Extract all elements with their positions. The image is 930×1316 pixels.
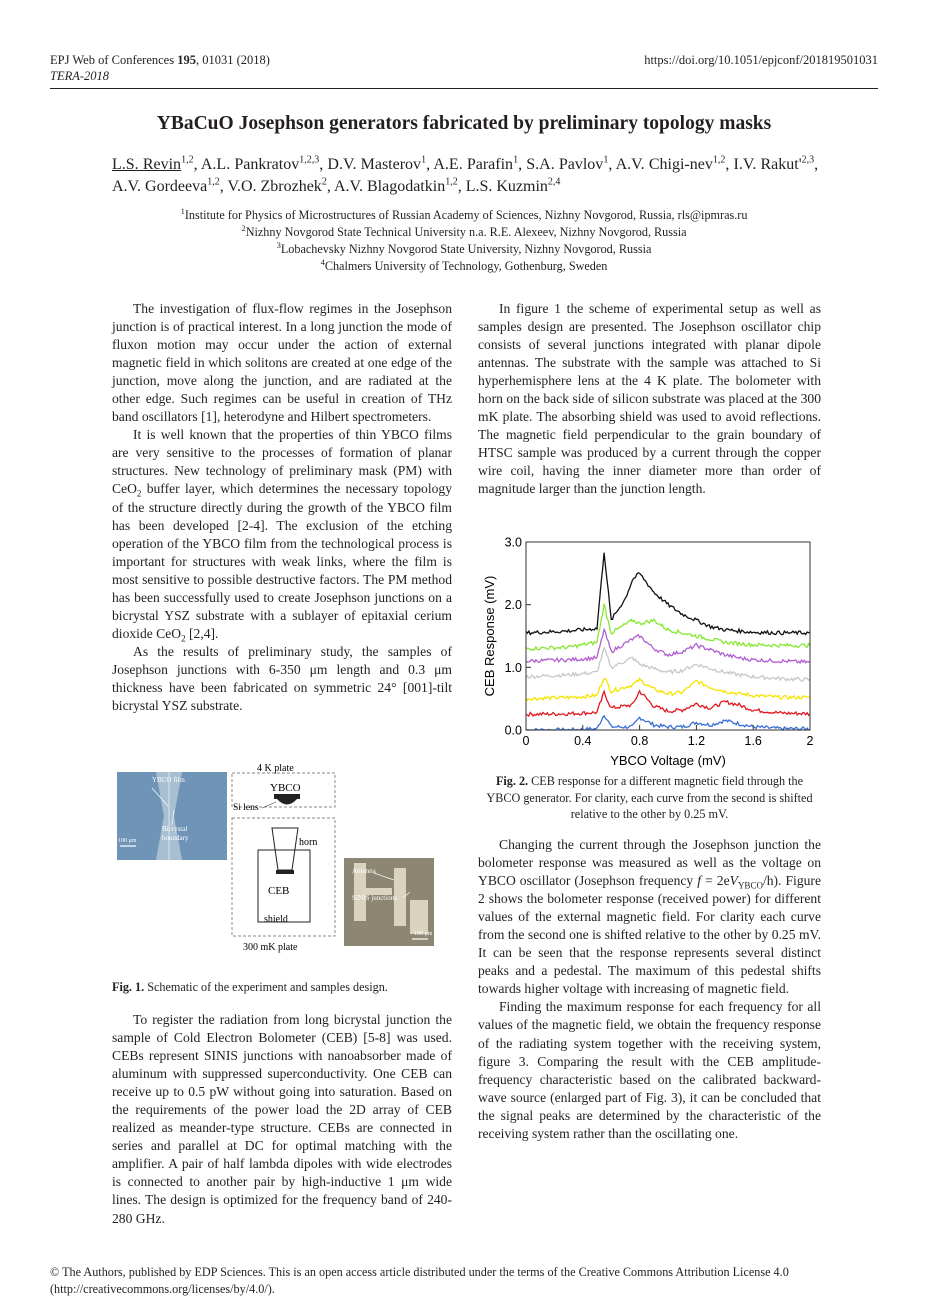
label-boundary: boundary <box>162 834 189 842</box>
author-affil: 1 <box>421 154 427 166</box>
ybco-micrograph <box>117 772 227 860</box>
author-affil: 2,4 <box>547 176 561 188</box>
author-affil: 1,2 <box>712 154 726 166</box>
license-footer <box>50 1264 878 1297</box>
author-affil: 1,2 <box>445 176 458 188</box>
journal-volume: 195 <box>177 53 196 67</box>
paragraph: Finding the maximum response for each frequency for all values of the magnetic field, we obtain the frequency response of the radiating system together with the receiving system, figure 3. Comparing the result with the CEB amplitude-frequency characteristic based on the calibrated backward-wave source (enlarged part of Fig. 3), it can be concluded that the signal peaks are determined by the characteristic of the receiving system rather than the oscillating one. <box>478 999 821 1141</box>
author-affil: 1,2,3 <box>299 154 320 166</box>
series-line <box>526 604 810 650</box>
affiliation: $^1$Institute for Physics of Microstructures of Russian Academy of Sciences, Nizhny Novgorod, Russia, rls@ipmras.ru <box>180 205 748 222</box>
antenna-micrograph <box>344 858 434 946</box>
x-tick-label: 0.8 <box>630 734 649 748</box>
paragraph: In figure 1 the scheme of experimental setup as well as samples design are presented. The Josephson oscillator chip consists of several junctions integrated with planar dipole antennas. The substrate with the sample was attached to Si hyperhemisphere lens at the 4 K plate. The bolometer with horn on the back side of silicon substrate was placed at the 300 mK plate. The absorbing shield was used to avoid reflections. The magnetic field perpendicular to the grain boundary of HTSC sample was produced by a current through the copper wire coil, having the inner diameter more than order of magnitude larger than the junction length. <box>478 301 821 497</box>
label-ybco-film: YBCO film <box>152 776 185 784</box>
article-number: , 01031 (2018) <box>195 53 270 67</box>
y-tick-label: 0.0 <box>504 723 522 738</box>
series-line <box>526 716 810 730</box>
paragraph: To register the radiation from long bicrystal junction the sample of Cold Electron Bolometer (CEB) [5-8] was used. CEBs represent SINIS junctions with nanoabsorber made of aluminum with suppressed superconductivity. One CEB can receive up to 0.5 pW without going into saturation. Based on the requirements of the power load the 2D array of CEB realized as meander-type structure. CEBs are connected in series and parallel at DC for optimal matching with the amplifier. A pair of half lambda dipoles with wide electrodes is connected to another pair by high-inductive 1 μm wide lines. The design is optimized for the frequency band of 240-280 GHz. <box>112 1012 452 1226</box>
series-line <box>526 678 810 700</box>
experiment-scheme <box>232 763 335 953</box>
author-name: A.E. Parafin <box>433 156 514 173</box>
series-line <box>526 553 810 635</box>
series-line <box>526 648 810 681</box>
header-rule <box>50 88 878 89</box>
label-ybco: YBCO <box>270 782 301 794</box>
figure-2-caption: Fig. 2. CEB response for a different magnetic field through the YBCO generator. For clarity, each curve from the second is shifted relative to the other by 0.25 mV. <box>486 774 813 821</box>
author-affil: 1 <box>603 154 609 166</box>
author-name: D.V. Masterov <box>327 156 422 173</box>
affiliation: $^2$Nizhny Novgorod State Technical University n.a. R.E. Alexeev, Nizhny Novgorod, Russia <box>241 222 687 239</box>
author-name: A.V. Chigi-nev <box>615 156 713 173</box>
x-tick-label: 1.2 <box>687 734 706 748</box>
y-tick-label: 2.0 <box>504 598 522 613</box>
x-axis-label: YBCO Voltage (mV) <box>610 753 726 768</box>
x-tick-label: 0.4 <box>574 734 592 748</box>
author-name: A.V. Gordeeva <box>112 178 208 195</box>
figure-label: Fig. 1. <box>112 980 145 994</box>
label-si-lens: Si lens <box>233 803 259 813</box>
conference-name: TERA-2018 <box>50 69 110 83</box>
paragraph: The investigation of flux-flow regimes in the Josephson junction is of practical interest. In a long junction the mode of fluxon motion may occur under the action of external magnetic field in which solitons are created at one edge of the junction, move along the junction, and are radiated at the other edge. Such regimes can be useful in creation of THz band oscillators [1], heterodyne and Hilbert spectrometers. <box>112 301 452 425</box>
author-affil: 1,2 <box>181 154 194 166</box>
license-link[interactable]: (http://creativecommons.org/licenses/by/4.0/). <box>50 1281 275 1296</box>
y-ticks <box>505 536 531 738</box>
label-scale-right: 100 μm <box>414 931 433 937</box>
label-scale-left: 100 μm <box>118 838 137 844</box>
paper-title: YBaCuO Josephson generators fabricated by preliminary topology masks <box>156 113 772 134</box>
label-sinis: SINIS junctions <box>352 894 397 902</box>
x-tick-label: 0 <box>522 734 530 748</box>
figure-1 <box>112 760 452 955</box>
author-name: V.O. Zbrozhek <box>227 178 322 195</box>
right-column-top <box>478 300 821 499</box>
figure-2 <box>478 532 823 772</box>
author-name: L.S. Kuzmin <box>465 178 548 195</box>
paragraph: Changing the current through the Josephson junction the bolometer response was measured as well as the voltage on YBCO oscillator (Josephson frequency $f = 2eV_{YBCO}/h$). Figure 2 shows the bolometer response (received power) for different values of the external magnetic field. For clarity each curve from the second one is shifted relative to the other by 0.25 mV. It can be seen that the response represents several distinct peaks and a pedestal. The maximum of this pedestal shifts towards higher voltage with increasing of magnetic field. <box>478 837 821 997</box>
figure-1-graphic <box>112 760 452 955</box>
label-bicrystal: Bicrystal <box>162 825 188 833</box>
affiliation: $^4$Chalmers University of Technology, Gothenburg, Sweden <box>320 256 608 273</box>
author-affil: 1,2 <box>207 176 220 188</box>
paragraph: As the results of preliminary study, the samples of Josephson junctions with 6-350 μm length and 0.3 μm thickness have been fabricated on symmetric 24° [001]-tilt bicrystal YSZ substrate. <box>112 643 452 714</box>
affiliation: $^3$Lobachevsky Nizhny Novgorod State University, Nizhny Novgorod, Russia <box>276 239 652 256</box>
author-name: A.V. Blagodatkin <box>333 178 446 195</box>
plot-frame <box>526 542 810 730</box>
x-tick-label: 2 <box>806 734 814 748</box>
author-affil: 2 <box>321 176 327 188</box>
doi-link[interactable]: https://doi.org/10.1051/epjconf/201819501031 <box>644 53 878 67</box>
author-name: A.L. Pankratov <box>200 156 300 173</box>
author-name: L.S. Revin <box>112 156 182 173</box>
paragraph: It is well known that the properties of thin YBCO films are very sensitive to the processes of formation of planar structures. New technology of preliminary mask (PM) with CeO$_2$ buffer layer, which determines the necessary topology of the structure directly during the growth of the YBCO film has been developed [2-4]. The exclusion of the etching operation of the YBCO film from the technological process is important for structures with weak links, where the film is most sensitive to possible destructive factors. The PM method has been successfully used to create Josephson junctions on a bicrystal YSZ substrate with a sublayer of epitaxial cerium dioxide CeO$_2$ [2,4]. <box>112 427 452 644</box>
label-shield: shield <box>264 914 288 925</box>
label-antenna: Antenna <box>352 867 376 875</box>
left-column-bottom <box>112 1011 452 1228</box>
plot-lines <box>526 553 810 730</box>
label-4k-plate: 4 K plate <box>257 763 294 774</box>
x-tick-label: 1.6 <box>744 734 762 748</box>
right-column-bottom <box>478 836 821 1143</box>
author-affil: 1 <box>513 154 519 166</box>
license-text: © The Authors, published by EDP Sciences. This is an open access article distributed under the terms of the Creative Commons Attribution License 4.0 <box>50 1265 789 1279</box>
left-column-top <box>112 300 452 715</box>
figure-label: Fig. 2. <box>495 774 529 788</box>
label-300mk-plate: 300 mK plate <box>243 942 298 953</box>
ceb-response-chart <box>478 532 823 772</box>
label-horn: horn <box>299 837 318 848</box>
journal-name: EPJ Web of Conferences <box>50 53 175 67</box>
y-tick-label: 1.0 <box>504 660 522 675</box>
author-list: L.S. Revin$^{1,2}$, A.L. Pankratov$^{1,2,3}$, D.V. Masterov$^1$, A.E. Parafin$^1$, S.A. Pavlov$^1$, A.V. Chigi-nev$^{1,2}$, I.V. $Rakut'^{2,3}$, A.V. Gordeeva$^{1,2}$, V.O. Zbrozhek$^2$, A.V. Blagodatkin$^{1,2}$, L.S. Kuzmin$^{2,4}$ <box>112 154 819 195</box>
figure-1-caption: Fig. 1. Schematic of the experiment and samples design. <box>112 980 388 994</box>
author-name: I.V. Rakut' <box>733 156 802 173</box>
author-name: S.A. Pavlov <box>526 156 604 173</box>
author-affil: 2,3 <box>801 154 815 166</box>
affiliation-list <box>50 207 878 275</box>
running-header-left <box>50 52 270 84</box>
y-axis-label: CEB Response (mV) <box>482 575 497 697</box>
y-tick-label: 3.0 <box>504 535 522 550</box>
label-ceb: CEB <box>268 885 290 897</box>
